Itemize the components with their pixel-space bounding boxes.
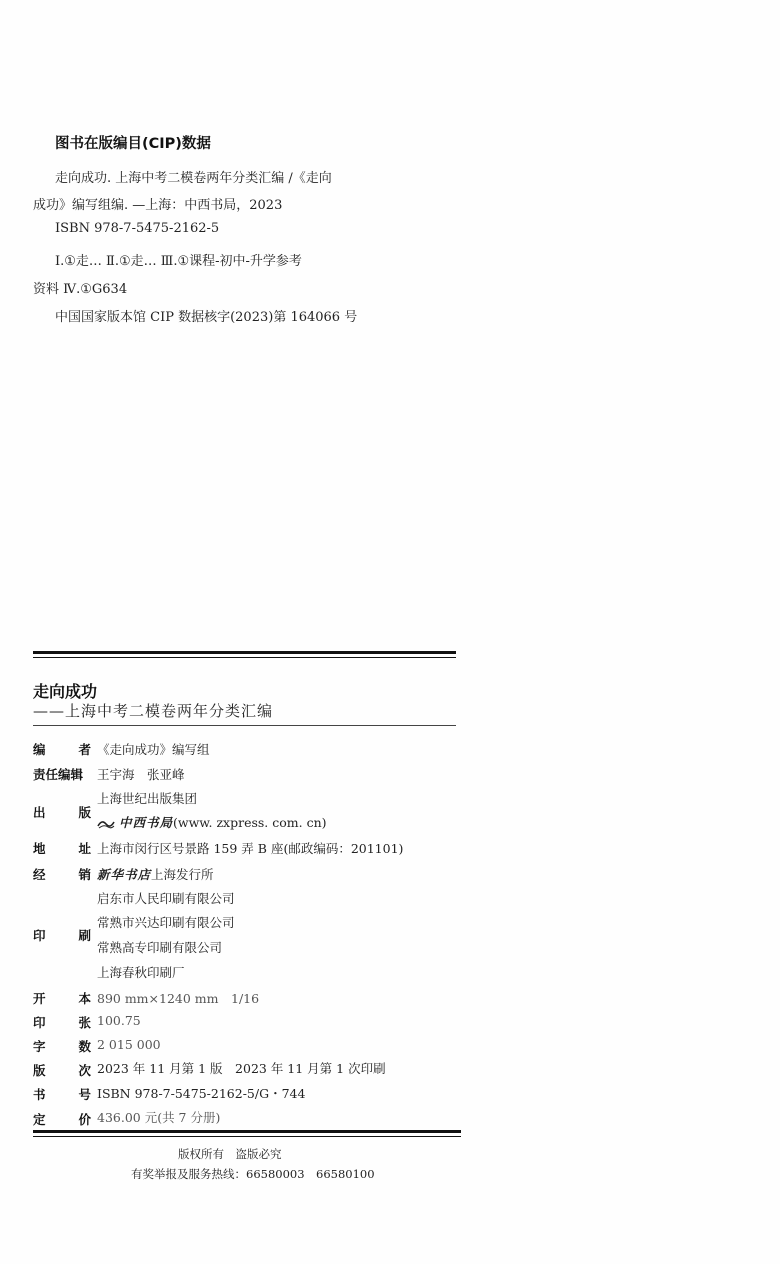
sheets-value: 100.75 (97, 1013, 141, 1028)
report-hotline: 有奖举报及服务热线：66580003 66580100 (131, 1167, 375, 1181)
publisher-line (97, 813, 327, 831)
edition-value: 2023 年 11 月第 1 版 2023 年 11 月第 1 次印刷 (97, 1061, 386, 1076)
cip-line-2: 成功》编写组编. —上海：中西书局，2023 (33, 198, 283, 213)
printer-1: 启东市人民印刷有限公司 (97, 891, 235, 906)
colophon-top-rule-thick (33, 651, 456, 654)
colophon-bottom-rule-thick (33, 1130, 461, 1133)
isbn-value: ISBN 978-7-5475-2162-5/G・744 (97, 1086, 306, 1101)
address-label: 地 址 (33, 841, 91, 856)
price-value: 436.00 元(共 7 分册) (97, 1110, 221, 1125)
cip-line-6: 中国国家版本馆 CIP 数据核字(2023)第 164066 号 (55, 310, 358, 325)
printer-label: 印 刷 (33, 928, 91, 943)
distributor-line (97, 865, 214, 883)
rights-notice: 版权所有 盗版必究 (178, 1147, 282, 1161)
edition-label: 版 次 (33, 1063, 91, 1078)
cip-line-5: 资料 Ⅳ.①G634 (33, 282, 128, 297)
resp-editor-value: 王宇海 张亚峰 (97, 767, 185, 782)
cip-title: 图书在版编目(CIP)数据 (55, 136, 211, 152)
cip-line-4: Ⅰ.①走… Ⅱ.①走… Ⅲ.①课程-初中-升学参考 (55, 254, 302, 269)
distributor-value: 上海发行所 (151, 867, 214, 882)
cip-line-1: 走向成功. 上海中考二模卷两年分类汇编 /《走向 (55, 171, 332, 186)
publisher-logo-icon (97, 818, 115, 830)
colophon-top-rule-thin (33, 657, 456, 658)
address-value: 上海市闵行区号景路 159 弄 B 座(邮政编码：201101) (97, 841, 404, 856)
book-title: 走向成功 (33, 682, 98, 701)
publisher-label: 出 版 (33, 805, 91, 820)
format-value: 890 mm×1240 mm 1/16 (97, 991, 260, 1006)
editor-value: 《走向成功》编写组 (97, 742, 210, 757)
book-subtitle: ——上海中考二模卷两年分类汇编 (33, 702, 274, 720)
colophon-bottom-rule-thin (33, 1136, 461, 1137)
distributor-label: 经 销 (33, 867, 91, 882)
printer-4: 上海春秋印刷厂 (97, 965, 185, 980)
printer-3: 常熟高专印刷有限公司 (97, 940, 223, 955)
subtitle-divider (33, 725, 456, 726)
distributor-mark: 新华书店 (97, 867, 152, 882)
publisher-url: (www. zxpress. com. cn) (173, 815, 327, 830)
sheets-label: 印 张 (33, 1015, 91, 1030)
price-label: 定 价 (33, 1112, 91, 1127)
format-label: 开 本 (33, 991, 91, 1006)
words-value: 2 015 000 (97, 1037, 161, 1052)
editor-label: 编 者 (33, 742, 91, 757)
cip-line-3: ISBN 978-7-5475-2162-5 (55, 221, 220, 236)
isbn-label: 书 号 (33, 1087, 91, 1102)
resp-editor-label: 责任编辑 (33, 767, 84, 782)
publisher-name: 中西书局 (119, 815, 174, 830)
words-label: 字 数 (33, 1039, 91, 1054)
printer-2: 常熟市兴达印刷有限公司 (97, 915, 235, 930)
publisher-group: 上海世纪出版集团 (97, 791, 198, 806)
